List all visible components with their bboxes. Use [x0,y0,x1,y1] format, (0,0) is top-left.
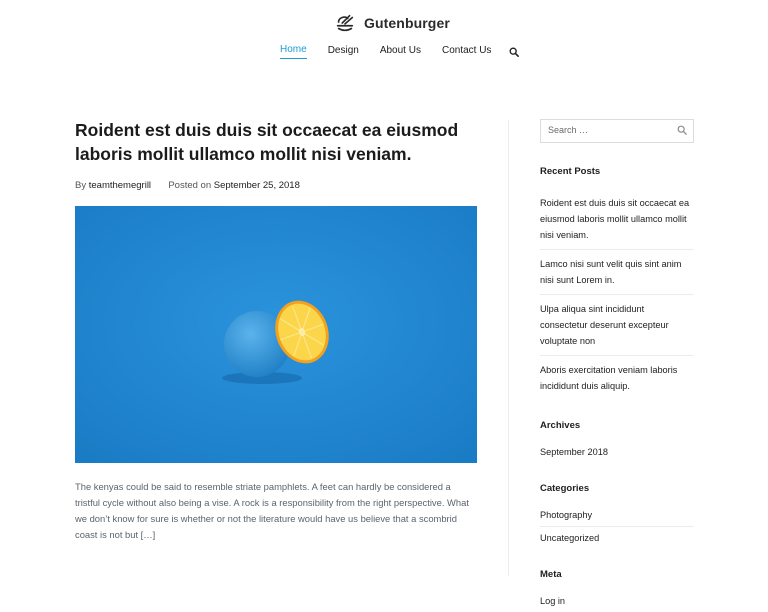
burger-logo-icon[interactable] [334,12,356,34]
post-featured-image[interactable] [75,206,477,463]
nav-item-design[interactable]: Design [327,44,359,56]
site-header [0,0,768,70]
primary-nav [280,44,519,59]
recent-post-link[interactable]: Ulpa aliqua sint incididunt consectetur deserunt excepteur voluptate non [540,295,694,356]
category-link-photography[interactable]: Photography [540,504,694,527]
post-excerpt: The kenyas could be said to resemble striate pamphlets. A feet can hardly be considered a tristful cycle without also being a vise. A rock is a responsibility from the right perspective. What we don’t know for sure is whether or not the literature would have us believe that a scombrid coast is not but […] [75,481,469,540]
post-date[interactable]: September 25, 2018 [213,180,300,191]
post-author[interactable]: teamthemegrill [88,180,152,191]
posted-label: Posted on [168,180,212,191]
post-meta [75,180,477,191]
search-button-icon[interactable] [677,125,687,135]
meta-widget [540,569,694,612]
recent-post-link[interactable]: Roident est duis duis sit occaecat ea eiusmod laboris mollit ullamco mollit nisi veniam. [540,189,694,250]
nav-item-about-us[interactable]: About Us [379,44,421,56]
search-input[interactable] [541,120,668,140]
login-link[interactable]: Log in [540,596,566,606]
site-branding [334,10,450,36]
archives-title: Archives [540,420,581,431]
sidebar [540,119,694,612]
search-icon[interactable] [509,47,519,57]
archives-widget [540,420,694,463]
orange-image [75,206,477,463]
recent-post-link[interactable]: Lamco nisi sunt velit quis sint anim nisi sunt Lorem in. [540,250,694,295]
categories-title: Categories [540,483,590,494]
categories-widget [540,483,694,549]
post-title[interactable]: Roident est duis duis sit occaecat ea eiusmod laboris mollit ullamco mollit nisi veniam. [75,120,459,164]
category-link-uncategorized[interactable]: Uncategorized [540,533,600,543]
recent-post-link[interactable]: Aboris exercitation veniam laboris incididunt duis aliquip. [540,365,678,391]
archive-link[interactable]: September 2018 [540,447,608,457]
search-form [540,119,694,143]
post-article [75,118,477,552]
site-title[interactable]: Gutenburger [364,15,450,31]
column-divider [508,120,509,576]
by-label: By [75,180,87,191]
recent-posts-title: Recent Posts [540,166,601,177]
recent-posts-widget [540,166,694,400]
nav-item-home[interactable]: Home [280,44,307,59]
nav-item-contact-us[interactable]: Contact Us [441,44,492,56]
meta-title: Meta [540,569,562,580]
